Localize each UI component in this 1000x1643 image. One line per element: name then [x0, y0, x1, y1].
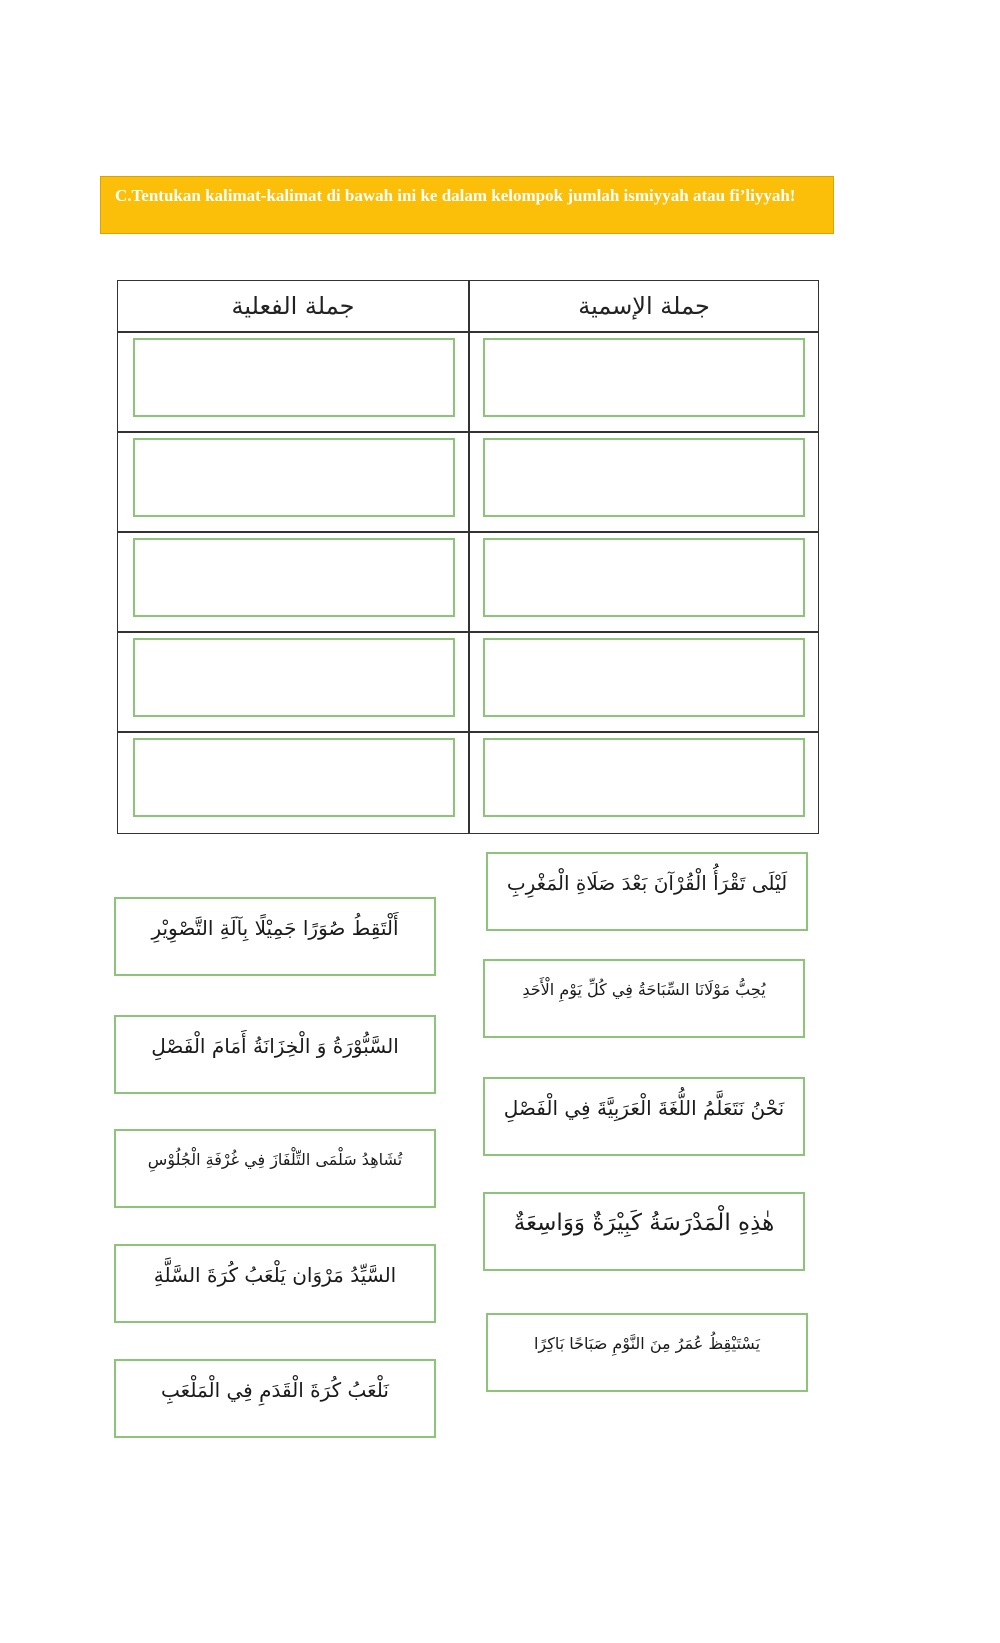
drop-slot-fiiliyyah-2[interactable] [133, 438, 455, 517]
drop-slot-ismiyyah-5[interactable] [483, 738, 805, 817]
sentence-card[interactable]: لَيْلَى تَقْرَأُ الْقُرْآنَ بَعْدَ صَلَاةِ الْمَغْرِبِ [486, 852, 808, 931]
sentence-card[interactable]: السَّيِّدُ مَرْوَان يَلْعَبُ كُرَةَ السَّلَّةِ [114, 1244, 436, 1323]
sentence-card[interactable]: نَحْنُ نَتَعَلَّمُ اللُّغَةَ الْعَرَبِيَّةَ فِي الْفَصْلِ [483, 1077, 805, 1156]
classification-table [117, 280, 819, 834]
drop-slot-ismiyyah-3[interactable] [483, 538, 805, 617]
drop-slot-fiiliyyah-4[interactable] [133, 638, 455, 717]
row-divider [118, 731, 818, 733]
drop-slot-fiiliyyah-1[interactable] [133, 338, 455, 417]
sentence-card[interactable]: يُحِبُّ مَوْلَانَا السِّبَاحَةُ فِي كُلِّ يَوْمِ الْأَحَدِ [483, 959, 805, 1038]
drop-slot-ismiyyah-4[interactable] [483, 638, 805, 717]
row-divider [118, 531, 818, 533]
drop-slot-ismiyyah-1[interactable] [483, 338, 805, 417]
instruction-banner: C.Tentukan kalimat-kalimat di bawah ini ke dalam kelompok jumlah ismiyyah atau fi’liyyah! [100, 176, 834, 234]
sentence-card[interactable]: نَلْعَبُ كُرَةَ الْقَدَمِ فِي الْمَلْعَبِ [114, 1359, 436, 1438]
sentence-card[interactable]: يَسْتَيْقِظُ عُمَرُ مِنَ النَّوْمِ صَبَاحًا بَاكِرًا [486, 1313, 808, 1392]
sentence-card[interactable]: السَّبُّوْرَةُ وَ الْخِزَانَةُ أَمَامَ الْفَصْلِ [114, 1015, 436, 1094]
row-divider [118, 631, 818, 633]
row-divider [118, 331, 818, 333]
drop-slot-fiiliyyah-3[interactable] [133, 538, 455, 617]
header-jumlah-fiiliyyah: جملة الفعلية [231, 292, 355, 320]
column-divider [468, 281, 470, 833]
header-jumlah-ismiyyah: جملة الإسمية [578, 292, 710, 320]
sentence-card[interactable]: أَلْتَقِطُ صُوَرًا جَمِيْلًا بِآلَةِ التَّصْوِيْرِ [114, 897, 436, 976]
drop-slot-fiiliyyah-5[interactable] [133, 738, 455, 817]
row-divider [118, 431, 818, 433]
sentence-card[interactable]: هٰذِهِ الْمَدْرَسَةُ كَبِيْرَةٌ وَوَاسِعَةٌ [483, 1192, 805, 1271]
sentence-card[interactable]: تُشَاهِدُ سَلْمَى التِّلْفَازَ فِي غُرْفَةِ الْجُلُوْسِ [114, 1129, 436, 1208]
drop-slot-ismiyyah-2[interactable] [483, 438, 805, 517]
